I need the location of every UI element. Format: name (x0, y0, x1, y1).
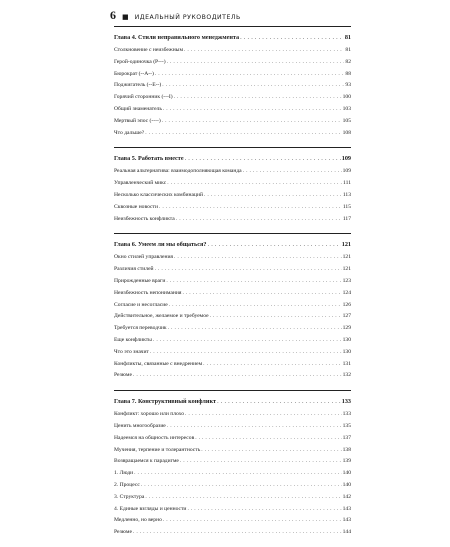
entry-page-number: 113 (342, 191, 351, 198)
toc-entry (114, 180, 351, 192)
dot-leader (210, 313, 342, 319)
chapter-title: Глава 4. Стили неправильного менеджмента (114, 34, 240, 41)
entry-title: Несколько классических комбинаций (114, 191, 204, 198)
entry-page-number: 103 (342, 105, 351, 112)
toc-entry (114, 71, 351, 83)
dot-leader (180, 458, 342, 464)
running-head (110, 8, 241, 22)
entry-page-number: 93 (345, 82, 351, 89)
toc-entry (114, 372, 351, 384)
entry-page-number: 129 (342, 325, 351, 332)
dot-leader (168, 325, 342, 331)
entry-page-number: 132 (342, 372, 351, 379)
entry-page-number: 131 (342, 360, 351, 367)
toc-entry (114, 47, 351, 59)
toc-entry (114, 82, 351, 94)
entry-page-number: 142 (342, 493, 351, 500)
entry-page-number: 130 (342, 348, 351, 355)
entry-title: Горячий сторонник (---I) (114, 94, 173, 101)
entry-page-number: 127 (342, 313, 351, 320)
dot-leader (169, 302, 342, 308)
toc-entry (114, 192, 351, 204)
dot-leader (176, 216, 342, 222)
toc-entry (114, 494, 351, 506)
entry-title: Действительное, желаемое и требуемое (114, 313, 209, 320)
entry-page-number: 123 (342, 277, 351, 284)
toc-entry (114, 423, 351, 435)
toc-entry (114, 59, 351, 71)
entry-title: Неизбежность конфликта (114, 215, 175, 222)
dot-leader (243, 168, 342, 174)
entry-title: Герой-одиночка (P---) (114, 58, 166, 65)
entry-page-number: 88 (345, 70, 351, 77)
dot-leader (184, 47, 344, 53)
toc-chapter (114, 26, 351, 147)
entry-page-number: 126 (342, 301, 351, 308)
entry-page-number: 108 (342, 129, 351, 136)
entry-page-number: 82 (345, 58, 351, 65)
entry-title: Поджигатель (--E--) (114, 82, 162, 89)
entry-page-number: 121 (342, 254, 351, 261)
entry-title: Конфликты, связанные с внедрением (114, 360, 203, 367)
dot-leader (150, 349, 342, 355)
entry-title: Ценить многообразие (114, 422, 166, 429)
entry-page-number: 140 (342, 481, 351, 488)
entry-page-number: 143 (342, 505, 351, 512)
dot-leader (133, 529, 342, 535)
entry-page-number: 124 (342, 289, 351, 296)
chapter-spacer (114, 541, 351, 547)
entry-page-number: 135 (342, 422, 351, 429)
toc-entry (114, 447, 351, 459)
dot-leader (182, 290, 341, 296)
dot-leader (155, 71, 345, 77)
dot-leader (185, 155, 341, 162)
entry-title: Бюрократ (--A--) (114, 70, 154, 77)
book-title: ИДЕАЛЬНЫЙ РУКОВОДИТЕЛЬ (134, 14, 241, 21)
toc-entry (114, 94, 351, 106)
toc-entry (114, 168, 351, 180)
toc-entry (114, 470, 351, 482)
entry-page-number: 121 (342, 266, 351, 273)
toc-entry (114, 266, 351, 278)
dot-leader (155, 266, 342, 272)
toc-entry (114, 349, 351, 361)
toc-entry (114, 337, 351, 349)
dot-leader (167, 180, 342, 186)
dot-leader (159, 204, 342, 210)
toc-entry (114, 517, 351, 529)
chapter-page-number: 133 (341, 398, 351, 406)
dot-leader (240, 34, 344, 41)
entry-page-number: 111 (343, 180, 351, 187)
chapter-page-number: 109 (341, 155, 351, 163)
entry-page-number: 100 (342, 94, 351, 101)
entry-page-number: 81 (345, 47, 351, 53)
entry-title: Реальная альтернатива: взаимодополняющая команда (114, 168, 242, 175)
toc-entry (114, 482, 351, 494)
chapter-heading (114, 398, 351, 410)
entry-title: Надеемся на общность интересов (114, 434, 195, 441)
entry-title: Что это значит (114, 348, 149, 355)
entry-title: Прирожденные враги (114, 277, 166, 284)
dot-leader (208, 241, 341, 248)
dot-leader (185, 411, 342, 417)
dot-leader (163, 106, 342, 112)
dot-leader (133, 372, 342, 378)
dot-leader (163, 517, 342, 523)
entry-title: Еще конфликты (114, 336, 152, 343)
toc-entry (114, 313, 351, 325)
entry-title: Возвращаемся к парадигме (114, 458, 179, 465)
toc-entry (114, 290, 351, 302)
dot-leader (141, 482, 342, 488)
entry-page-number: 115 (342, 203, 351, 210)
chapter-heading (114, 34, 351, 46)
entry-title: Управленческий микс (114, 180, 167, 187)
toc-entry (114, 278, 351, 290)
entry-page-number: 133 (342, 411, 351, 418)
entry-title: 2. Процесс (114, 481, 140, 488)
chapter-heading (114, 155, 351, 167)
toc-chapter (114, 233, 351, 390)
entry-title: Согласие и несогласие (114, 301, 168, 308)
dot-leader (204, 192, 342, 198)
entry-title: Столкновение с неизбежным (114, 47, 183, 53)
entry-title: Конфликт: хорошо или плохо (114, 411, 185, 418)
chapter-title: Глава 5. Работать вместе (114, 155, 184, 163)
entry-title: 1. Люди (114, 470, 134, 477)
toc-entry (114, 529, 351, 541)
dot-leader (162, 118, 342, 124)
entry-title: Сквозные новости (114, 203, 158, 210)
dot-leader (145, 130, 341, 136)
entry-title: Медленно, но верно (114, 517, 162, 524)
toc-entry (114, 458, 351, 470)
toc-entry (114, 506, 351, 518)
dot-leader (134, 470, 341, 476)
entry-page-number: 143 (342, 517, 351, 524)
chapter-page-number: 121 (341, 241, 351, 249)
square-separator-icon: ■ (122, 13, 129, 21)
chapter-heading (114, 241, 351, 253)
entry-title: Что дальше? (114, 129, 145, 136)
toc-entry (114, 302, 351, 314)
entry-page-number: 140 (342, 470, 351, 477)
page-number: 6 (110, 8, 116, 22)
toc-entry (114, 254, 351, 266)
entry-page-number: 139 (342, 458, 351, 465)
toc-entry (114, 325, 351, 337)
dot-leader (167, 59, 345, 65)
toc-entry (114, 216, 351, 228)
entry-page-number: 109 (342, 168, 351, 175)
entry-page-number: 105 (342, 117, 351, 124)
entry-title: Различия стилей (114, 266, 154, 273)
dot-leader (153, 337, 342, 343)
entry-title: Требуется переводчик (114, 325, 167, 332)
entry-page-number: 138 (342, 446, 351, 453)
entry-title: Мучения, терпение и толерантность (114, 446, 201, 453)
dot-leader (174, 94, 342, 100)
entry-page-number: 117 (342, 215, 351, 222)
entry-title: Резюме (114, 529, 132, 536)
entry-title: 3. Структура (114, 493, 145, 500)
chapter-page-number: 81 (344, 34, 351, 41)
dot-leader (174, 254, 342, 260)
toc-entry (114, 204, 351, 216)
entry-page-number: 137 (342, 434, 351, 441)
table-of-contents (114, 26, 351, 547)
entry-title: Окно стилей управления (114, 254, 174, 261)
dot-leader (203, 361, 341, 367)
toc-entry (114, 106, 351, 118)
entry-title: Неизбежность непонимания (114, 289, 182, 296)
entry-title: Резюме (114, 372, 132, 379)
toc-entry (114, 130, 351, 142)
toc-entry (114, 361, 351, 373)
toc-chapter (114, 390, 351, 547)
dot-leader (187, 506, 341, 512)
toc-entry (114, 411, 351, 423)
dot-leader (166, 278, 341, 284)
dot-leader (162, 82, 344, 88)
toc-entry (114, 435, 351, 447)
chapter-title: Глава 7. Конструктивный конфликт (114, 398, 217, 406)
dot-leader (217, 398, 341, 405)
dot-leader (195, 435, 341, 441)
entry-title: 4. Единые взгляды и ценности (114, 505, 187, 512)
entry-title: Мертвый эпос (----) (114, 117, 161, 124)
entry-page-number: 130 (342, 336, 351, 343)
toc-entry (114, 118, 351, 130)
dot-leader (145, 494, 341, 500)
entry-title: Общий знаменатель (114, 105, 162, 112)
entry-page-number: 144 (342, 529, 351, 536)
chapter-title: Глава 6. Умеем ли мы общаться? (114, 241, 207, 249)
toc-chapter (114, 147, 351, 233)
dot-leader (167, 423, 342, 429)
